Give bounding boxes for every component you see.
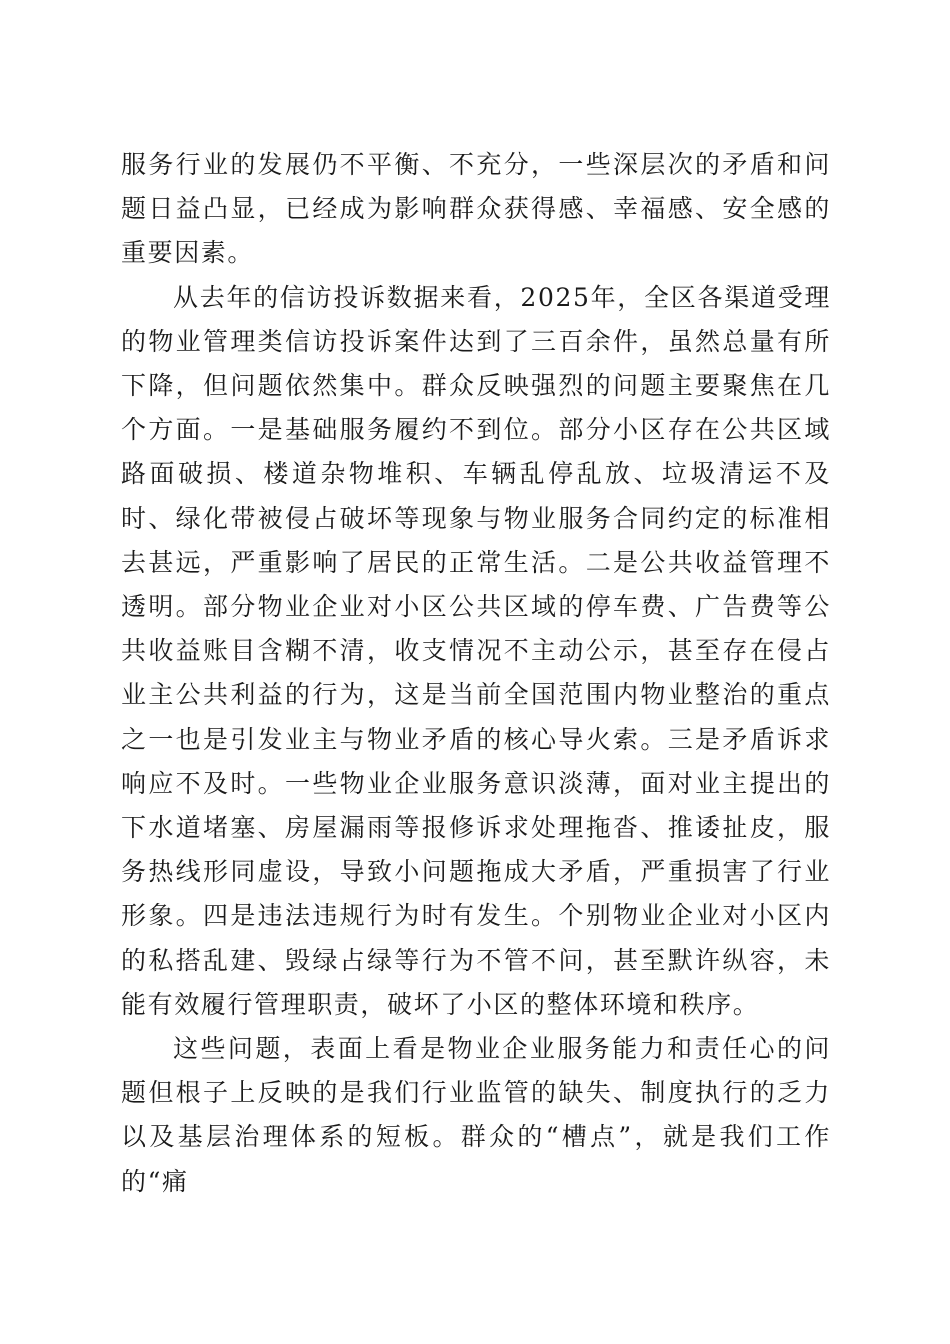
paragraph-root-cause: 这些问题，表面上看是物业企业服务能力和责任心的问题但根子上反映的是我们行业监管的缺失、制度执行的乏力以及基层治理体系的短板。群众的“槽点”，就是我们工作的“痛 <box>121 1034 831 1196</box>
paragraph-complaint-data: 从去年的信访投诉数据来看，2025年，全区各渠道受理的物业管理类信访投诉案件达到了三百余件，虽然总量有所下降，但问题依然集中。群众反映强烈的问题主要聚焦在几个方面。一是基础服务履约不到位。部分小区存在公共区域路面破损、楼道杂物堆积、车辆乱停乱放、垃圾清运不及时、绿化带被侵占破坏等现象与物业服务合同约定的标准相去甚远，严重影响了居民的正常生活。二是公共收益管理不透明。部分物业企业对小区公共区域的停车费、广告费等公共收益账目含糊不清，收支情况不主动公示，甚至存在侵占业主公共利益的行为，这是当前全国范围内物业整治的重点之一也是引发业主与物业矛盾的核心导火索。三是矛盾诉求响应不及时。一些物业企业服务意识淡薄，面对业主提出的下水道堵塞、房屋漏雨等报修诉求处理拖沓、推诿扯皮，服务热线形同虚设，导致小问题拖成大矛盾，严重损害了行业形象。四是违法违规行为时有发生。个别物业企业对小区内的私搭乱建、毁绿占绿等行为不管不问，甚至默许纵容，未能有效履行管理职责，破坏了小区的整体环境和秩序。 <box>121 282 831 1019</box>
document-body <box>121 143 831 1204</box>
paragraph-continuation: 服务行业的发展仍不平衡、不充分，一些深层次的矛盾和问题日益凸显，已经成为影响群众获得感、幸福感、安全感的重要因素。 <box>121 150 831 268</box>
